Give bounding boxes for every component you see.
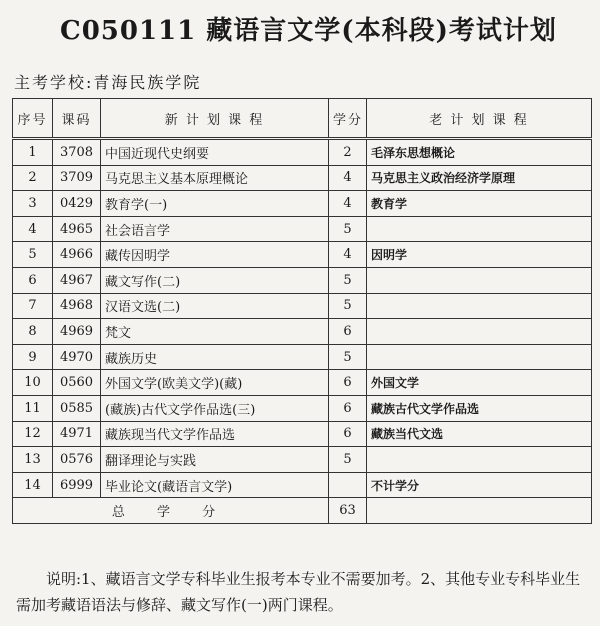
cell-credit: 5	[329, 267, 367, 293]
cell-no: 14	[13, 472, 53, 498]
cell-new-course: 毕业论文(藏语言文学)	[101, 472, 329, 498]
table-row	[13, 319, 592, 345]
col-header-credit: 学分	[329, 99, 367, 139]
cell-old-course: 藏族当代文选	[367, 421, 592, 447]
cell-credit	[329, 472, 367, 498]
cell-code: 0429	[53, 191, 101, 217]
cell-code: 3708	[53, 139, 101, 166]
cell-old-course: 外国文学	[367, 370, 592, 396]
table-row	[13, 216, 592, 242]
cell-new-course: 中国近现代史纲要	[101, 139, 329, 166]
exam-plan-table	[12, 98, 592, 524]
col-header-new-course: 新 计 划 课 程	[101, 99, 329, 139]
cell-old-course	[367, 293, 592, 319]
cell-new-course: 藏文写作(二)	[101, 267, 329, 293]
cell-credit: 6	[329, 395, 367, 421]
cell-old-course	[367, 216, 592, 242]
cell-code: 4965	[53, 216, 101, 242]
cell-no: 7	[13, 293, 53, 319]
cell-no: 9	[13, 344, 53, 370]
cell-new-course: 马克思主义基本原理概论	[101, 165, 329, 191]
total-label: 总 学 分	[13, 498, 329, 524]
cell-no: 2	[13, 165, 53, 191]
cell-new-course: 汉语文选(二)	[101, 293, 329, 319]
cell-credit: 5	[329, 447, 367, 473]
cell-old-course: 教育学	[367, 191, 592, 217]
total-old-course-empty	[367, 498, 592, 524]
total-row	[13, 498, 592, 524]
table-row	[13, 344, 592, 370]
table-row	[13, 370, 592, 396]
cell-old-course	[367, 447, 592, 473]
cell-credit: 4	[329, 165, 367, 191]
cell-code: 6999	[53, 472, 101, 498]
cell-code: 4968	[53, 293, 101, 319]
col-header-code: 课码	[53, 99, 101, 139]
cell-code: 4969	[53, 319, 101, 345]
cell-old-course	[367, 267, 592, 293]
table-body	[13, 139, 592, 498]
cell-no: 8	[13, 319, 53, 345]
table-row	[13, 267, 592, 293]
cell-no: 3	[13, 191, 53, 217]
cell-code: 4971	[53, 421, 101, 447]
table-row	[13, 395, 592, 421]
cell-new-course: (藏族)古代文学作品选(三)	[101, 395, 329, 421]
cell-new-course: 翻译理论与实践	[101, 447, 329, 473]
table-row	[13, 472, 592, 498]
cell-old-course	[367, 344, 592, 370]
cell-credit: 5	[329, 344, 367, 370]
cell-old-course: 藏族古代文学作品选	[367, 395, 592, 421]
cell-credit: 6	[329, 370, 367, 396]
cell-old-course	[367, 319, 592, 345]
cell-new-course: 社会语言学	[101, 216, 329, 242]
cell-new-course: 梵文	[101, 319, 329, 345]
cell-no: 13	[13, 447, 53, 473]
table-row	[13, 242, 592, 268]
cell-code: 0576	[53, 447, 101, 473]
cell-credit: 4	[329, 242, 367, 268]
school-label: 主考学校:青海民族学院	[14, 73, 202, 92]
table-header-row	[13, 99, 592, 139]
cell-credit: 4	[329, 191, 367, 217]
table-row	[13, 293, 592, 319]
cell-old-course: 毛泽东思想概论	[367, 139, 592, 166]
cell-no: 6	[13, 267, 53, 293]
cell-code: 4966	[53, 242, 101, 268]
cell-no: 5	[13, 242, 53, 268]
col-header-no: 序号	[13, 99, 53, 139]
cell-old-course: 因明学	[367, 242, 592, 268]
cell-credit: 5	[329, 216, 367, 242]
cell-no: 1	[13, 139, 53, 166]
cell-code: 4967	[53, 267, 101, 293]
cell-old-course: 不计学分	[367, 472, 592, 498]
cell-code: 0585	[53, 395, 101, 421]
table-row	[13, 165, 592, 191]
cell-new-course: 藏族现当代文学作品选	[101, 421, 329, 447]
cell-new-course: 外国文学(欧美文学)(藏)	[101, 370, 329, 396]
cell-code: 0560	[53, 370, 101, 396]
cell-credit: 2	[329, 139, 367, 166]
cell-new-course: 藏族历史	[101, 344, 329, 370]
cell-credit: 6	[329, 319, 367, 345]
page-title: C050111 藏语言文学(本科段)考试计划	[60, 16, 557, 46]
total-credit: 63	[329, 498, 367, 524]
cell-code: 3709	[53, 165, 101, 191]
table-row	[13, 191, 592, 217]
cell-no: 11	[13, 395, 53, 421]
table-row	[13, 447, 592, 473]
cell-old-course: 马克思主义政治经济学原理	[367, 165, 592, 191]
cell-new-course: 教育学(一)	[101, 191, 329, 217]
cell-code: 4970	[53, 344, 101, 370]
col-header-old-course: 老 计 划 课 程	[367, 99, 592, 139]
table-row	[13, 139, 592, 166]
cell-credit: 5	[329, 293, 367, 319]
cell-no: 4	[13, 216, 53, 242]
cell-credit: 6	[329, 421, 367, 447]
cell-no: 10	[13, 370, 53, 396]
note-text: 说明:1、藏语言文学专科毕业生报考本专业不需要加考。2、其他专业专科毕业生需加考藏语语法与修辞、藏文写作(一)两门课程。	[16, 570, 581, 614]
cell-no: 12	[13, 421, 53, 447]
table-row	[13, 421, 592, 447]
cell-new-course: 藏传因明学	[101, 242, 329, 268]
